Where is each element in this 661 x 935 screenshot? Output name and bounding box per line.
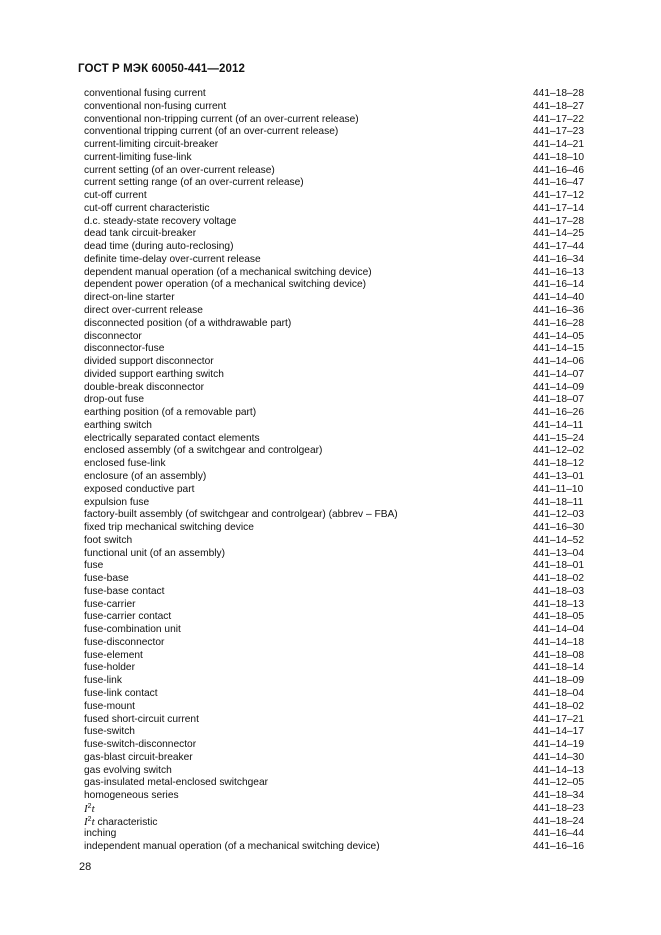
index-code: 441–17–22	[533, 113, 584, 125]
index-entry	[84, 445, 590, 458]
index-term: earthing position (of a removable part)	[84, 407, 257, 419]
index-term: factory-built assembly (of switchgear and controlgear) (abbrev – FBA)	[84, 509, 398, 521]
index-term: double-break disconnector	[84, 381, 205, 393]
index-code: 441–18–07	[533, 394, 584, 406]
index-term: fuse-carrier contact	[84, 611, 172, 623]
index-term: gas-insulated metal-enclosed switchgear	[84, 777, 269, 789]
index-term: divided support disconnector	[84, 356, 214, 368]
index-entry	[84, 318, 590, 331]
index-term: fuse-mount	[84, 700, 135, 712]
index-term: foot switch	[84, 534, 133, 546]
index-term: fixed trip mechanical switching device	[84, 522, 254, 534]
index-term: fuse-link	[84, 675, 122, 687]
index-entry	[84, 254, 590, 267]
index-code: 441–18–27	[533, 100, 584, 112]
index-entry	[84, 560, 590, 573]
index-code: 441–14–06	[533, 356, 584, 368]
index-term: direct-on-line starter	[84, 292, 175, 304]
index-code: 441–16–13	[533, 266, 584, 278]
index-term: exposed conductive part	[84, 483, 195, 495]
index-entry	[84, 662, 590, 675]
index-code: 441–12–03	[533, 509, 584, 521]
index-code: 441–14–07	[533, 368, 584, 380]
index-code: 441–18–02	[533, 573, 584, 585]
index-entry	[84, 586, 590, 599]
index-term: fuse-switch-disconnector	[84, 739, 197, 751]
index-term: dead tank circuit-breaker	[84, 228, 197, 240]
index-entry	[84, 203, 590, 216]
index-entry	[84, 701, 590, 714]
index-term: cut-off current characteristic	[84, 202, 210, 214]
index-entry	[84, 331, 590, 344]
index-term: homogeneous series	[84, 790, 179, 802]
index-term: fuse-disconnector	[84, 636, 165, 648]
index-entry	[84, 497, 590, 510]
index-code: 441–16–26	[533, 407, 584, 419]
document-header: ГОСТ Р МЭК 60050-441—2012	[78, 63, 245, 75]
index-entry	[84, 343, 590, 356]
index-entry	[84, 407, 590, 420]
index-term: fuse-link contact	[84, 687, 158, 699]
index-code: 441–14–13	[533, 764, 584, 776]
index-entry	[84, 267, 590, 280]
index-code: 441–18–24	[533, 815, 584, 827]
index-code: 441–18–10	[533, 151, 584, 163]
page-number: 28	[79, 861, 92, 873]
index-code: 441–16–47	[533, 177, 584, 189]
index-code: 441–18–11	[533, 496, 584, 508]
index-entry	[84, 573, 590, 586]
index-code: 441–18–12	[533, 458, 584, 470]
index-entry	[84, 139, 590, 152]
index-entry	[84, 101, 590, 114]
index-code: 441–18–05	[533, 611, 584, 623]
index-code: 441–17–44	[533, 241, 584, 253]
index-term: functional unit (of an assembly)	[84, 547, 225, 559]
index-code: 441–12–02	[533, 445, 584, 457]
term-index-list	[84, 88, 590, 854]
index-entry	[84, 471, 590, 484]
index-entry	[84, 714, 590, 727]
index-code: 441–16–16	[533, 841, 584, 853]
index-code: 441–18–01	[533, 560, 584, 572]
index-code: 441–14–17	[533, 726, 584, 738]
index-code: 441–13–04	[533, 547, 584, 559]
index-term: conventional non-tripping current (of an over-current release)	[84, 113, 359, 125]
index-term: expulsion fuse	[84, 496, 150, 508]
index-term: enclosed fuse-link	[84, 458, 166, 470]
index-term: fuse-carrier	[84, 598, 136, 610]
index-term: disconnected position (of a withdrawable part)	[84, 317, 292, 329]
index-entry	[84, 624, 590, 637]
index-entry	[84, 126, 590, 139]
index-entry	[84, 535, 590, 548]
index-term: gas-blast circuit-breaker	[84, 751, 193, 763]
index-term: fuse-switch	[84, 726, 135, 738]
index-code: 441–18–02	[533, 700, 584, 712]
index-code: 441–14–09	[533, 381, 584, 393]
index-code: 441–15–24	[533, 432, 584, 444]
index-code: 441–18–04	[533, 687, 584, 699]
index-entry	[84, 790, 590, 803]
index-entry	[84, 177, 590, 190]
index-code: 441–17–12	[533, 190, 584, 202]
index-term: fused short-circuit current	[84, 713, 199, 725]
index-code: 441–13–01	[533, 470, 584, 482]
index-entry	[84, 688, 590, 701]
index-entry	[84, 382, 590, 395]
index-code: 441–14–25	[533, 228, 584, 240]
index-entry	[84, 650, 590, 663]
index-code: 441–18–09	[533, 675, 584, 687]
index-code: 441–18–23	[533, 802, 584, 814]
index-term: conventional non-fusing current	[84, 100, 227, 112]
index-term: current-limiting fuse-link	[84, 151, 192, 163]
index-code: 441–18–28	[533, 88, 584, 99]
index-term: $I^2t$	[84, 802, 95, 815]
index-entry	[84, 394, 590, 407]
index-code: 441–17–28	[533, 215, 584, 227]
index-term: d.c. steady-state recovery voltage	[84, 215, 237, 227]
index-entry	[84, 88, 590, 101]
index-entry	[84, 816, 590, 829]
index-entry	[84, 292, 590, 305]
index-term: electrically separated contact elements	[84, 432, 260, 444]
index-term: enclosed assembly (of a switchgear and controlgear)	[84, 445, 323, 457]
index-code: 441–16–34	[533, 253, 584, 265]
index-entry	[84, 637, 590, 650]
index-code: 441–17–23	[533, 126, 584, 138]
index-entry	[84, 548, 590, 561]
index-term: fuse-element	[84, 649, 143, 661]
index-term: dead time (during auto-reclosing)	[84, 241, 234, 253]
index-code: 441–16–44	[533, 828, 584, 840]
index-term: fuse	[84, 560, 104, 572]
index-term: current setting range (of an over-current release)	[84, 177, 304, 189]
index-entry	[84, 369, 590, 382]
index-term: dependent manual operation (of a mechanical switching device)	[84, 266, 372, 278]
index-term: gas evolving switch	[84, 764, 172, 776]
index-entry	[84, 803, 590, 816]
index-code: 441–14–40	[533, 292, 584, 304]
index-code: 441–16–14	[533, 279, 584, 291]
index-entry	[84, 114, 590, 127]
index-term: fuse-base	[84, 573, 129, 585]
index-term: direct over-current release	[84, 305, 203, 317]
index-code: 441–18–13	[533, 598, 584, 610]
index-entry	[84, 739, 590, 752]
index-entry	[84, 777, 590, 790]
index-entry	[84, 522, 590, 535]
index-term: independent manual operation (of a mechanical switching device)	[84, 841, 380, 853]
index-term: inching	[84, 828, 117, 840]
index-code: 441–14–11	[533, 419, 584, 431]
index-code: 441–14–15	[533, 343, 584, 355]
index-term: drop-out fuse	[84, 394, 145, 406]
index-entry	[84, 611, 590, 624]
index-term: cut-off current	[84, 190, 147, 202]
index-code: 441–14–19	[533, 739, 584, 751]
index-term: earthing switch	[84, 419, 152, 431]
index-code: 441–16–28	[533, 317, 584, 329]
index-code: 441–17–14	[533, 202, 584, 214]
index-term: conventional fusing current	[84, 88, 206, 99]
index-entry	[84, 828, 590, 841]
index-entry	[84, 509, 590, 522]
index-term: fuse-combination unit	[84, 624, 181, 636]
index-term: conventional tripping current (of an over-current release)	[84, 126, 339, 138]
index-code: 441–14–18	[533, 636, 584, 648]
index-entry	[84, 433, 590, 446]
index-entry	[84, 841, 590, 854]
index-entry	[84, 356, 590, 369]
index-entry	[84, 241, 590, 254]
index-code: 441–14–05	[533, 330, 584, 342]
index-term: definite time-delay over-current release	[84, 253, 261, 265]
index-code: 441–16–30	[533, 522, 584, 534]
index-term: divided support earthing switch	[84, 368, 224, 380]
index-entry	[84, 190, 590, 203]
index-term: current-limiting circuit-breaker	[84, 139, 219, 151]
index-code: 441–11–10	[533, 483, 584, 495]
index-entry	[84, 216, 590, 229]
index-entry	[84, 675, 590, 688]
index-term: $I^2t$ characteristic	[84, 815, 158, 828]
index-code: 441–18–34	[533, 790, 584, 802]
index-code: 441–18–08	[533, 649, 584, 661]
index-entry	[84, 484, 590, 497]
index-code: 441–16–46	[533, 164, 584, 176]
index-code: 441–12–05	[533, 777, 584, 789]
index-entry	[84, 165, 590, 178]
index-term: enclosure (of an assembly)	[84, 470, 207, 482]
index-entry	[84, 726, 590, 739]
index-term: fuse-holder	[84, 662, 135, 674]
index-term: fuse-base contact	[84, 585, 165, 597]
index-entry	[84, 752, 590, 765]
index-entry	[84, 152, 590, 165]
index-code: 441–18–14	[533, 662, 584, 674]
index-entry	[84, 279, 590, 292]
index-code: 441–18–03	[533, 585, 584, 597]
index-entry	[84, 458, 590, 471]
index-entry	[84, 305, 590, 318]
index-term: disconnector	[84, 330, 142, 342]
index-entry	[84, 765, 590, 778]
index-code: 441–17–21	[533, 713, 584, 725]
index-term: disconnector-fuse	[84, 343, 165, 355]
index-entry	[84, 420, 590, 433]
index-entry	[84, 228, 590, 241]
index-term: current setting (of an over-current release)	[84, 164, 275, 176]
index-code: 441–14–04	[533, 624, 584, 636]
index-code: 441–14–21	[533, 139, 584, 151]
index-entry	[84, 599, 590, 612]
index-term: dependent power operation (of a mechanical switching device)	[84, 279, 367, 291]
index-code: 441–16–36	[533, 305, 584, 317]
index-code: 441–14–30	[533, 751, 584, 763]
index-code: 441–14–52	[533, 534, 584, 546]
